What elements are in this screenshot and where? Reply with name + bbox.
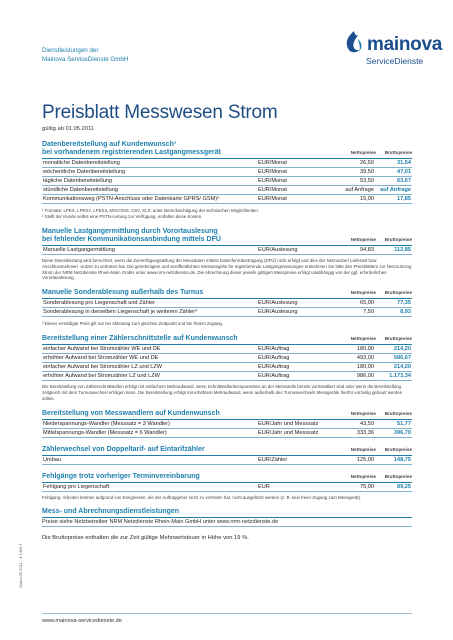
price-section: [42, 508, 412, 533]
section-heading: [42, 289, 412, 297]
row-net-price: 65,00: [337, 299, 375, 308]
side-print-code: Stand 05.2011 - 4.1466.1: [18, 543, 23, 588]
row-label: erhöhter Aufwand bei Stromzähler WE und DE: [42, 354, 257, 363]
section-heading: [42, 508, 412, 516]
row-net-price: 53,50: [337, 177, 375, 186]
row-net-price: 43,50: [337, 420, 375, 429]
gross-column-header: Bruttopreise: [384, 410, 412, 416]
column-headers: [336, 410, 412, 418]
section-heading-line1: Datenbereitstellung auf Kundenwunsch¹: [42, 141, 177, 148]
row-unit: EUR/Monat: [257, 159, 337, 168]
row-label: tägliche Datenbereitstellung: [42, 177, 257, 186]
row-net-price: 26,50: [337, 159, 375, 168]
row-gross-price: 31,54: [375, 159, 412, 168]
net-column-header: Nettopreise: [350, 290, 376, 296]
row-unit: EUR/Jahr und Messsatz: [257, 428, 337, 437]
row-net-price: 7,50: [337, 308, 375, 317]
row-label: Manuelle Lastgangermittlung: [42, 246, 257, 255]
table-row: [42, 483, 412, 492]
gross-column-header: Bruttopreise: [384, 473, 412, 479]
price-table: [42, 420, 412, 438]
gross-column-header: Bruttopreise: [384, 446, 412, 452]
section-heading-line1: Fehlgänge trotz vorheriger Terminvereinbarung: [42, 472, 200, 480]
row-gross-price: 396,70: [375, 428, 412, 437]
price-table: [42, 246, 412, 255]
price-sections: [42, 141, 412, 541]
column-headers: [336, 236, 412, 244]
section-explanation: Fehlgang: Arbeiten können aufgrund von Ereignissen, die der Auftraggeber nicht zu vertreten hat, nicht ausgeführt werden (z. B. kein freier Zugang zum Messgerät).: [42, 494, 362, 500]
row-net-price: auf Anfrage: [337, 186, 375, 195]
row-unit: EUR/Auslesung: [257, 246, 337, 255]
row-label: einfacher Aufwand bei Stromzähler LZ und LZW: [42, 363, 257, 372]
row-gross-price: 112,85: [375, 246, 412, 255]
row-net-price: 39,50: [337, 168, 375, 177]
row-gross-price: 77,35: [375, 299, 412, 308]
price-section: [42, 410, 412, 444]
gross-column-header: Bruttopreise: [384, 290, 412, 296]
footnote: ³ Dieser ermäßigte Preis gilt nur bei Ablesung zum gleichen Zeitpunkt und bei freiem Zugang.: [42, 321, 224, 327]
footer-divider: [42, 613, 412, 614]
table-row: [42, 186, 412, 195]
section-heading-line2: bei vorhandenem registrierenden Lastgangmessgerät: [42, 149, 221, 156]
footnote: ² Stellt der Kunde selbst eine PSTN-Leitung zur Verfügung, entfallen diese Kosten.: [42, 214, 203, 219]
table-row: [42, 420, 412, 429]
section-heading-line1: Mess- und Abrechnungsdienstleistungen: [42, 508, 180, 516]
row-unit: EUR/Auftrag: [257, 363, 337, 372]
row-gross-price: 47,01: [375, 168, 412, 177]
price-section: [42, 473, 412, 507]
row-unit: EUR/Auftrag: [257, 354, 337, 363]
section-heading: [42, 473, 412, 481]
footnote: ¹ Formate: LPEX, LPEX2, LPEX3, MSCONS, CSV, XLS; unter Berücksichtigung der technischen Möglichkeiten.: [42, 208, 260, 213]
row-net-price: 986,00: [337, 372, 375, 381]
row-gross-price: 148,75: [375, 456, 412, 465]
mainova-logo: [343, 30, 442, 70]
table-row: [42, 456, 412, 465]
column-headers: [336, 149, 412, 157]
row-net-price: 333,36: [337, 428, 375, 437]
row-net-price: 15,00: [337, 195, 375, 204]
row-unit: EUR/Monat: [257, 177, 337, 186]
table-row: [42, 345, 412, 354]
section-explanation: Diese Dienstleistung wird berechnet, wenn die Zurverfügungstellung der Messdaten mittels Datenfernübertragung (DFÜ) nicht erfolgt und dies der Netznutzer/ Lieferant bzw. Anschlussnehmer/ -nutzer zu vertreten hat. Die genehmigten und veröffentlichten Messentgelte für registrierende Lastgangmessungen entnehmen Sie bitte den Preisblättern zur Netznutzung Strom der NRM Netzdienste Rhein-Main GmbH unter www.nrm-netzdienste.de. Die Abrechnung dieser jeweils gültigen Messpreise erfolgt unabhängig von der ggf. erforderlichen Vorortauslesung.: [42, 258, 412, 281]
row-unit: EUR: [257, 483, 337, 492]
page-title: Preisblatt Messwesen Strom: [42, 102, 278, 123]
column-headers: [336, 473, 412, 481]
section-explanation: Die Bereitstellung von Zählerschnittstellen erfolgt mit einfachem Mehraufwand, wenn Schnittstellenkomponenten an der Messstelle bereits vorinstalliert sind oder wenn die Bereitstellung zeitgleich mit dem Turnuswechsel erfolgen kann. Die Bereitstellung erfolgt mit erhöhtem Mehraufwand, wenn außerhalb des Turnuswechsels Messgeräte hierfür vorzeitig gebaut/ werden sollen.: [42, 384, 403, 401]
price-table: [42, 159, 412, 204]
row-net-price: 75,00: [337, 483, 375, 492]
valid-from: gültig ab 01.05.2011: [42, 126, 95, 132]
column-headers: [336, 446, 412, 454]
section-heading-line1: Zählerwechsel von Doppeltarif- auf Eintarifzähler: [42, 445, 205, 453]
row-label: Fehlgang pro Liegenschaft: [42, 483, 257, 492]
table-row: [42, 308, 412, 317]
row-unit: EUR/Auslesung: [257, 299, 337, 308]
price-section: [42, 446, 412, 471]
row-gross-price: 63,67: [375, 177, 412, 186]
row-label: einfacher Aufwand bei Stromzähler WE und DE: [42, 345, 257, 354]
gross-column-header: Bruttopreise: [384, 336, 412, 342]
section-heading: [42, 228, 412, 244]
row-unit: EUR/Monat: [257, 168, 337, 177]
row-label: Niederspannungs-Wandler (Messsatz = 3 Wandler): [42, 420, 257, 429]
row-label: wöchentliche Datenbereitstellung: [42, 168, 257, 177]
table-row: [42, 299, 412, 308]
table-row: [42, 354, 412, 363]
price-table: [42, 456, 412, 465]
net-column-header: Nettopreise: [350, 237, 376, 242]
logo-brand: mainova: [367, 34, 442, 55]
row-unit: EUR/Monat: [257, 186, 337, 195]
table-row: [42, 195, 412, 204]
row-gross-price: 8,93: [375, 308, 412, 317]
row-label: Mittelspannungs-Wandler (Messsatz = 6 Wandler): [42, 428, 257, 437]
table-row: [42, 363, 412, 372]
row-label: Kommunikationsweg (PSTN-Anschluss oder Datenkarte GPRS/ GSM)²: [42, 195, 257, 204]
row-gross-price: 89,25: [375, 483, 412, 492]
vat-note: Die Bruttopreise enthalten die zur Zeit gültige Mehrwertsteuer in Höhe von 19 %.: [42, 535, 249, 542]
table-row: [42, 428, 412, 437]
row-gross-price: 586,67: [375, 354, 412, 363]
section-heading-line1: Bereitstellung von Messwandlern auf Kundenwunsch: [42, 409, 220, 417]
mainova-flame-icon: [343, 30, 365, 54]
net-column-header: Nettopreise: [350, 446, 376, 452]
price-section: [42, 335, 412, 407]
row-gross-price: 51,77: [375, 420, 412, 429]
section-heading: [42, 335, 412, 343]
row-label: erhöhter Aufwand bei Stromzähler LZ und LZW: [42, 372, 257, 381]
price-section: [42, 228, 412, 287]
table-row: [42, 177, 412, 186]
section-heading: [42, 446, 412, 454]
row-unit: EUR/Auftrag: [257, 372, 337, 381]
header-company: [42, 46, 128, 64]
section-heading-line2: bei fehlender Kommunikationsanbindung mittels DFÜ: [42, 236, 221, 243]
price-table: [42, 483, 412, 492]
table-row: [42, 168, 412, 177]
row-net-price: 180,00: [337, 363, 375, 372]
gross-column-header: Bruttopreise: [384, 237, 412, 242]
price-table: [42, 345, 412, 381]
header-line1: Dienstleistungen der: [42, 47, 99, 54]
table-row: [42, 159, 412, 168]
row-gross-price: auf Anfrage: [375, 186, 412, 195]
row-net-price: 493,00: [337, 354, 375, 363]
net-column-header: Nettopreise: [350, 336, 376, 342]
info-row: Preise siehe Netzbetreiber NRM Netzdienste Rhein-Main GmbH unter www.nrm-netzdienste.de: [42, 518, 412, 527]
row-unit: EUR/Auslesung: [257, 308, 337, 317]
row-gross-price: 214,20: [375, 363, 412, 372]
row-net-price: 125,00: [337, 456, 375, 465]
row-gross-price: 1.173,34: [375, 372, 412, 381]
row-label: Umbau: [42, 456, 257, 465]
table-row: [42, 372, 412, 381]
logo-sub: ServiceDienste: [366, 56, 424, 66]
row-gross-price: 214,20: [375, 345, 412, 354]
section-heading-line1: Bereitstellung einer Zählerschnittstelle auf Kundenwunsch: [42, 335, 238, 343]
footnotes: [42, 208, 412, 220]
row-gross-price: 17,85: [375, 195, 412, 204]
header-line2: Mainova ServiceDienste GmbH: [42, 56, 129, 63]
row-unit: EUR/Jahr und Messsatz: [257, 420, 337, 429]
row-net-price: 94,83: [337, 246, 375, 255]
section-heading: [42, 141, 412, 157]
section-heading-line1: Manuelle Lastgangermittlung durch Vorortauslesung: [42, 228, 218, 235]
row-label: monatliche Datenbereitstellung: [42, 159, 257, 168]
row-label: Sonderablesung pro Liegenschaft und Zähler: [42, 299, 257, 308]
net-column-header: Nettopreise: [350, 473, 376, 479]
row-label: Sonderablesung in derselben Liegenschaft je weiteren Zähler³: [42, 308, 257, 317]
row-net-price: 180,00: [337, 345, 375, 354]
table-row: [42, 246, 412, 255]
net-column-header: Nettopreise: [350, 150, 376, 155]
price-table: [42, 299, 412, 317]
row-unit: EUR/Auftrag: [257, 345, 337, 354]
row-unit: EUR/Monat: [257, 195, 337, 204]
net-column-header: Nettopreise: [350, 410, 376, 416]
price-section: [42, 141, 412, 226]
section-heading: [42, 410, 412, 418]
row-label: stündliche Datenbereitstellung: [42, 186, 257, 195]
footer-url[interactable]: www.mainova-servicedienste.de: [42, 618, 122, 624]
row-unit: EUR/Zähler: [257, 456, 337, 465]
section-heading-line1: Manuelle Sonderablesung außerhalb des Turnus: [42, 289, 204, 297]
column-headers: [336, 289, 412, 297]
gross-column-header: Bruttopreise: [384, 150, 412, 155]
price-section: [42, 289, 412, 333]
column-headers: [336, 335, 412, 343]
